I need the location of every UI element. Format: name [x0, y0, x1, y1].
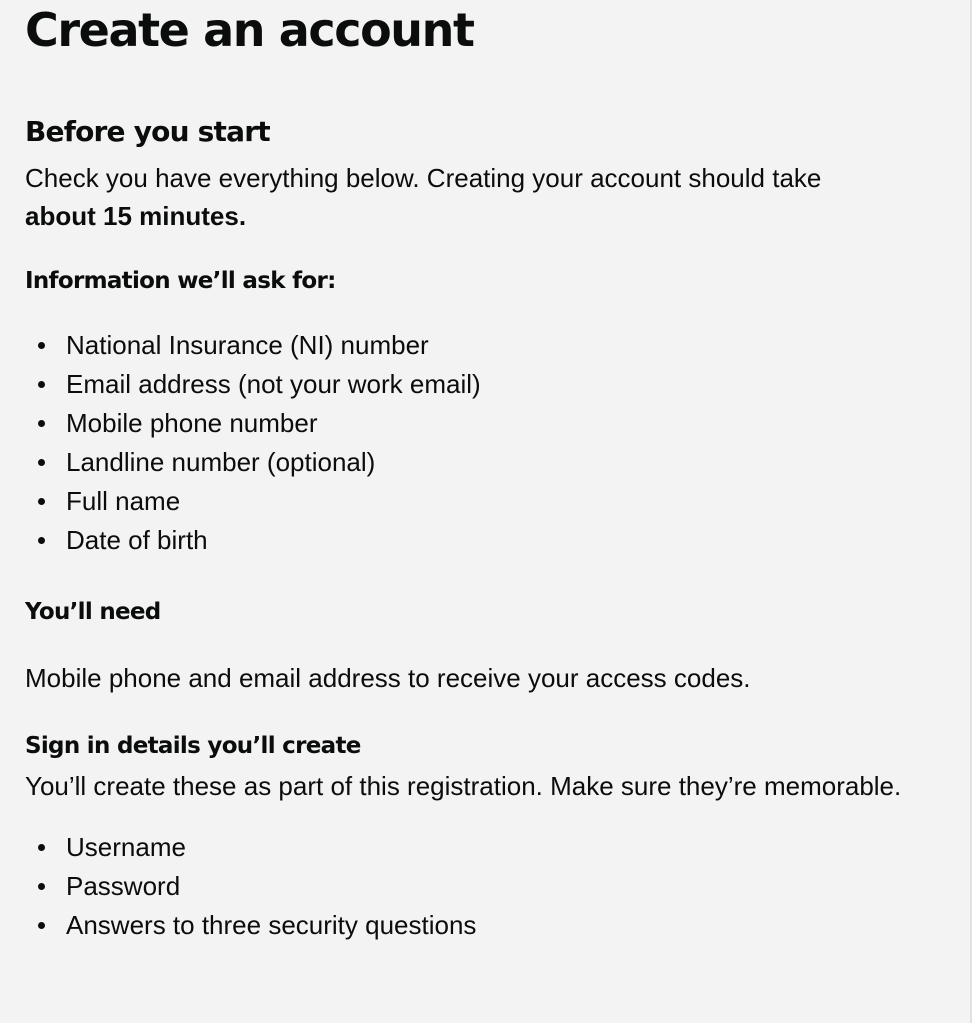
- list-item-label: Email address (not your work email): [66, 369, 481, 399]
- information-heading: Information we’ll ask for:: [25, 268, 336, 294]
- time-estimate: about 15 minutes.: [25, 201, 247, 231]
- page-title: Create an account: [25, 3, 474, 57]
- list-item-label: Username: [66, 832, 186, 862]
- list-item: [25, 404, 955, 443]
- bullet-icon: [38, 342, 45, 349]
- list-item-label: National Insurance (NI) number: [66, 330, 429, 360]
- sign-in-details-heading: Sign in details you’ll create: [25, 733, 361, 759]
- bullet-icon: [38, 381, 45, 388]
- before-you-start-section: [25, 112, 955, 945]
- you-will-need-text: Mobile phone and email address to receive your access codes.: [25, 663, 751, 693]
- list-item: [25, 326, 955, 365]
- bullet-icon: [38, 537, 45, 544]
- list-item-label: Mobile phone number: [66, 408, 318, 438]
- intro-text: Check you have everything below. Creating your account should take: [25, 163, 822, 193]
- bullet-icon: [38, 498, 45, 505]
- bullet-icon: [38, 922, 45, 929]
- you-will-need-heading: You’ll need: [25, 599, 161, 625]
- sign-in-details-text: You’ll create these as part of this registration. Make sure they’re memorable.: [25, 771, 902, 801]
- list-item-label: Date of birth: [66, 525, 208, 555]
- intro-paragraph: [25, 159, 955, 235]
- before-you-start-heading: Before you start: [25, 115, 270, 148]
- list-item: [25, 365, 955, 404]
- list-item-label: Password: [66, 871, 181, 901]
- list-item: [25, 521, 955, 560]
- bullet-icon: [38, 420, 45, 427]
- list-item: [25, 443, 955, 482]
- sign-in-details-list: [25, 828, 955, 945]
- list-item-label: Full name: [66, 486, 181, 516]
- list-item: [25, 867, 955, 906]
- information-list: [25, 326, 955, 560]
- list-item-label: Landline number (optional): [66, 447, 376, 477]
- bullet-icon: [38, 844, 45, 851]
- bullet-icon: [38, 459, 45, 466]
- list-item: [25, 482, 955, 521]
- bullet-icon: [38, 883, 45, 890]
- list-item: [25, 906, 955, 945]
- list-item: [25, 828, 955, 867]
- list-item-label: Answers to three security questions: [66, 910, 477, 940]
- main-content: [25, 0, 955, 945]
